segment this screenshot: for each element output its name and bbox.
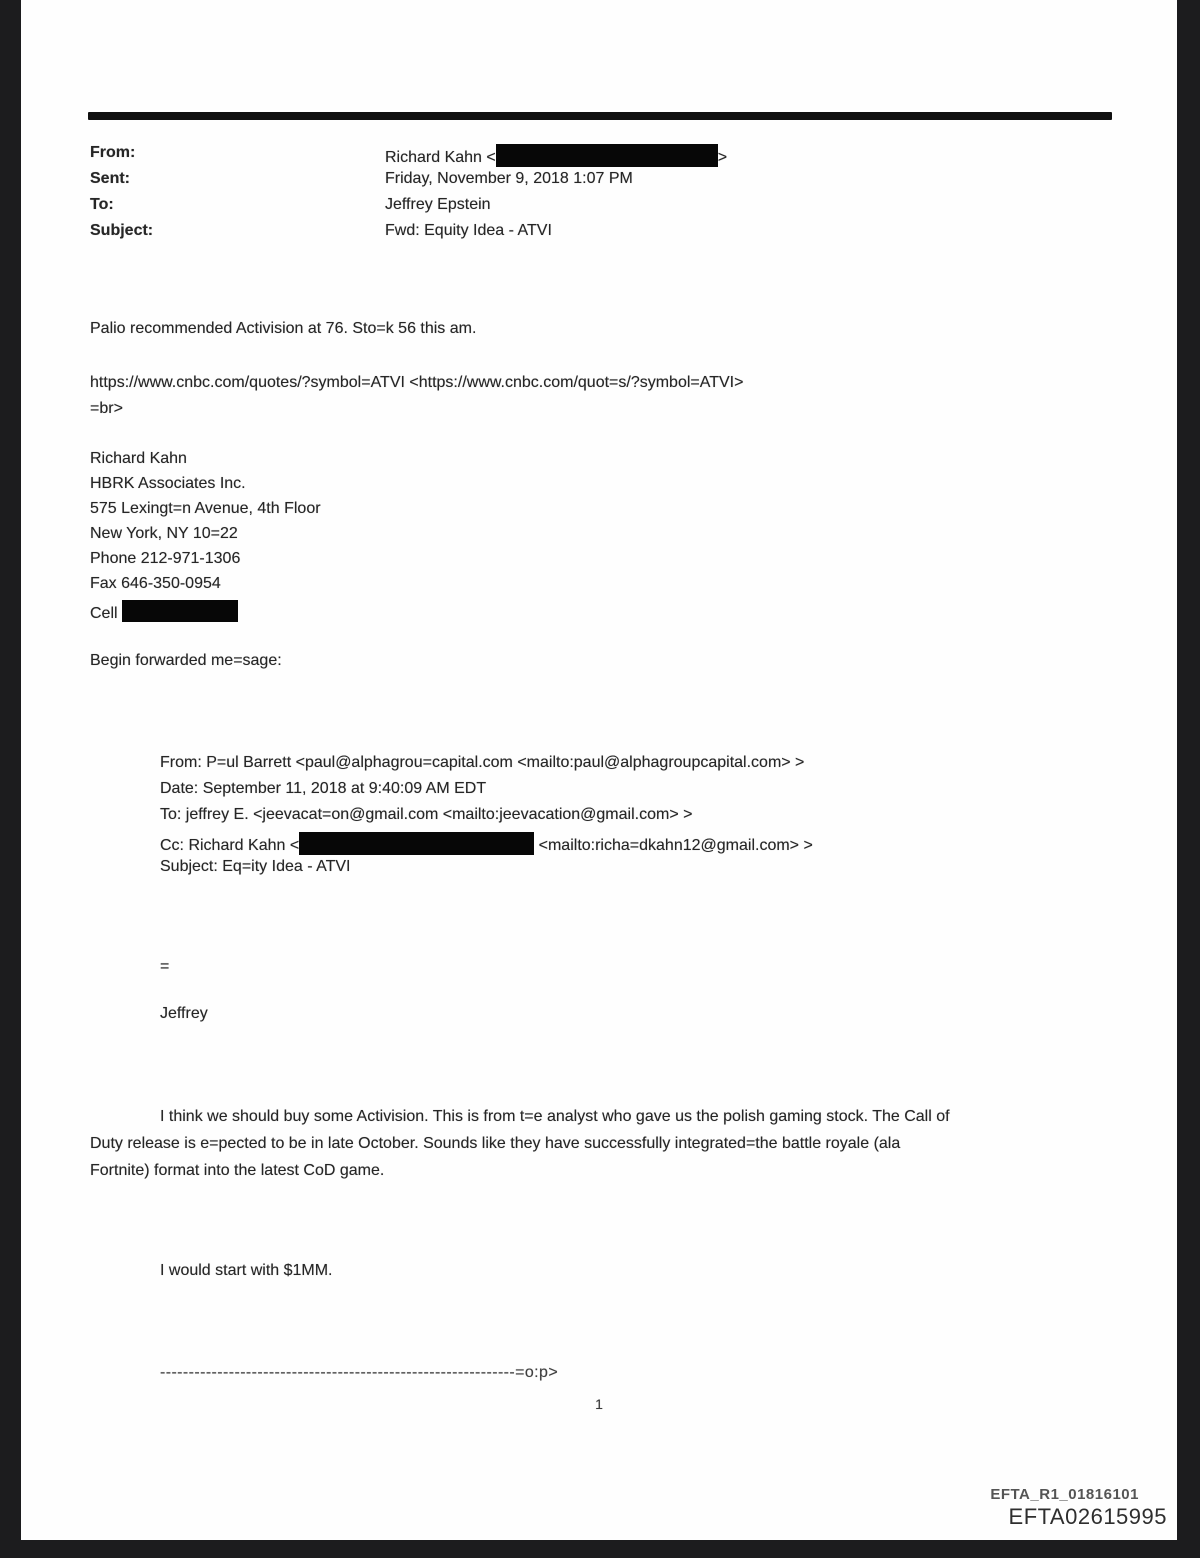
redaction-bar-cc-email [299, 832, 534, 855]
from-value [385, 144, 727, 167]
paragraph-line: Fortnite) format into the latest CoD game. [90, 1162, 385, 1179]
closing-line: I would start with $1MM. [160, 1262, 333, 1279]
from-label: From: [90, 144, 136, 161]
signature-name: Richard Kahn [90, 450, 187, 467]
greeting-line: Jeffrey [160, 1005, 208, 1022]
document-page [21, 0, 1177, 1540]
signature-company: HBRK Associates Inc. [90, 475, 246, 492]
forwarded-from-line: From: P=ul Barrett <paul@alphagrou=capital.com <mailto:paul@alphagroupcapital.com> > [160, 754, 805, 771]
url-fragment-line: =br> [90, 400, 123, 417]
forwarded-cc-suffix: <mailto:richa=dkahn12@gmail.com> > [534, 837, 813, 854]
redaction-bar-from-email [496, 144, 718, 167]
from-value-prefix: Richard Kahn < [385, 149, 496, 166]
cell-label: Cell [90, 605, 123, 622]
subject-label: Subject: [90, 222, 154, 239]
begin-forwarded-line: Begin forwarded me=sage: [90, 652, 282, 669]
paragraph-line: Duty release is e=pected to be in late October. Sounds like they have successfully integrated=the battle royale (ala [90, 1135, 901, 1152]
header-divider-rule [88, 112, 1112, 120]
forwarded-to-line: To: jeffrey E. <jeevacat=on@gmail.com <mailto:jeevacation@gmail.com> > [160, 806, 693, 823]
cnbc-url-line: https://www.cnbc.com/quotes/?symbol=ATVI <https://www.cnbc.com/quot=s/?symbol=ATVI> [90, 374, 744, 391]
signature-cell-line [90, 600, 238, 623]
forwarded-subject-line: Subject: Eq=ity Idea - ATVI [160, 858, 351, 875]
sent-label: Sent: [90, 170, 130, 187]
page-number: 1 [595, 1396, 603, 1412]
sent-value: Friday, November 9, 2018 1:07 PM [385, 170, 633, 187]
intro-paragraph: Palio recommended Activision at 76. Sto=k 56 this am. [90, 320, 477, 337]
forwarded-cc-prefix: Cc: Richard Kahn < [160, 837, 300, 854]
subject-value: Fwd: Equity Idea - ATVI [385, 222, 552, 239]
signature-city: New York, NY 10=22 [90, 525, 238, 542]
mime-divider-line: --------------------------------------------------------------=o:p> [160, 1364, 559, 1381]
redaction-bar-cell-number [122, 600, 238, 622]
signature-fax: Fax 646-350-0954 [90, 575, 221, 592]
forwarded-cc-line [160, 832, 813, 855]
stray-equals-sign: = [160, 958, 170, 975]
to-value: Jeffrey Epstein [385, 196, 491, 213]
signature-street: 575 Lexingt=n Avenue, 4th Floor [90, 500, 321, 517]
from-value-suffix: > [717, 149, 728, 166]
to-label: To: [90, 196, 114, 213]
signature-phone: Phone 212-971-1306 [90, 550, 241, 567]
bates-number-r1: EFTA_R1_01816101 [990, 1486, 1139, 1503]
paragraph-line: I think we should buy some Activision. This is from t=e analyst who gave us the polish gaming stock. The Call of [160, 1108, 950, 1125]
forwarded-date-line: Date: September 11, 2018 at 9:40:09 AM EDT [160, 780, 487, 797]
bates-number-efta: EFTA02615995 [1008, 1504, 1167, 1529]
